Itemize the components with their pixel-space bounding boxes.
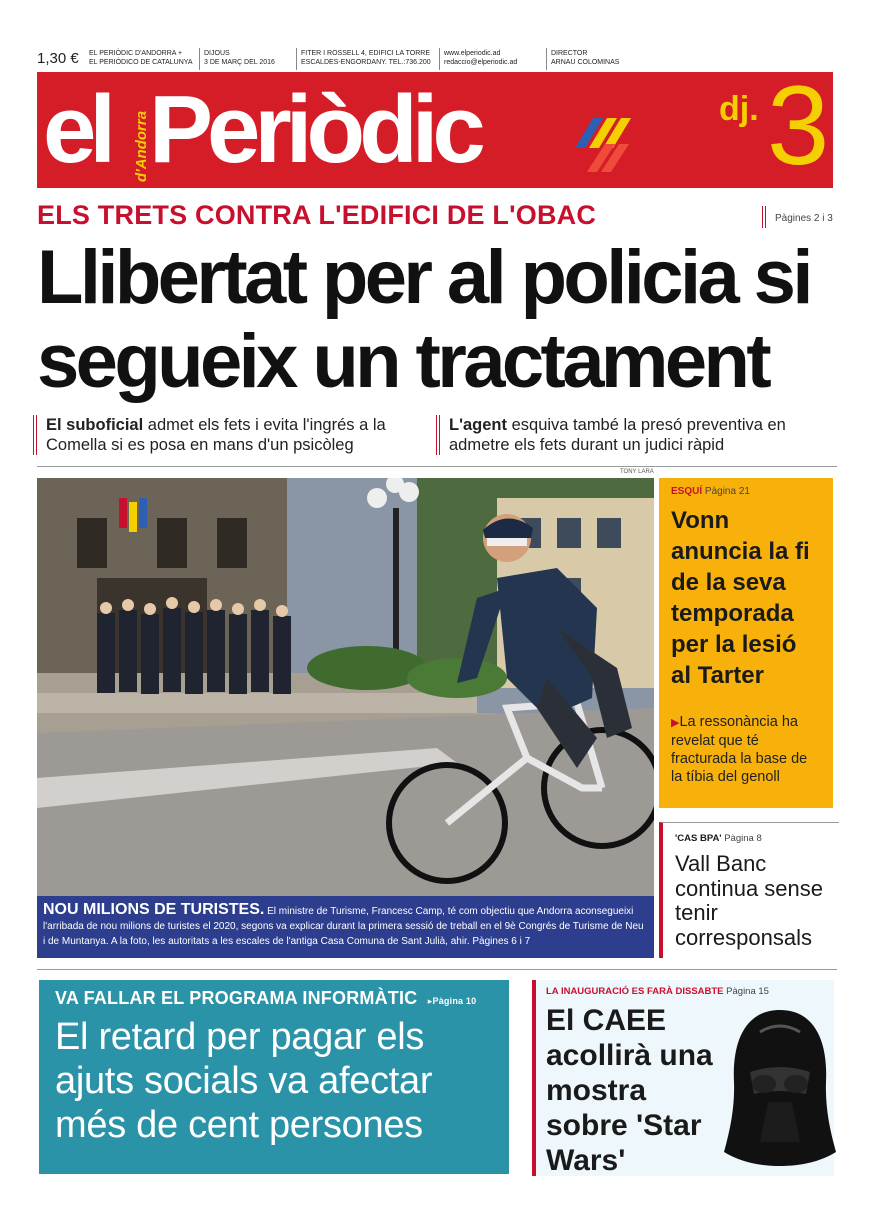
lead-pages-ref[interactable]: Pàgines 2 i 3 <box>762 206 833 228</box>
email-link[interactable]: redaccio@elperiodic.ad <box>444 58 518 66</box>
social-kicker-text: VA FALLAR EL PROGRAMA INFORMÀTIC <box>55 988 418 1008</box>
edition-line-1: EL PERIÒDIC D'ANDORRA + <box>89 50 183 57</box>
cyclist-photo-illustration <box>37 478 654 896</box>
caption-title: NOU MILIONS DE TURISTES. <box>43 901 265 918</box>
main-photo[interactable] <box>37 478 654 896</box>
social-story[interactable] <box>39 980 509 1174</box>
divider <box>37 466 837 467</box>
director-name: ARNAU COLOMINAS <box>551 58 620 66</box>
caee-kicker <box>546 986 824 997</box>
social-kicker <box>55 988 493 1009</box>
date-full: 3 DE MARÇ DEL 2016 <box>204 58 275 66</box>
lead-kicker: ELS TRETS CONTRA L'EDIFICI DE L'OBAC <box>37 200 597 230</box>
arrow-right-icon: ▸ <box>427 996 433 1006</box>
caee-story[interactable] <box>532 980 834 1176</box>
logo-main: Periòdic <box>149 76 480 183</box>
vall-tag <box>675 833 827 844</box>
vonn-desc <box>671 713 821 786</box>
vonn-tag <box>671 486 821 497</box>
caption-text: El ministre de Turisme, Francesc Camp, té com objectiu que Andorra aconsegueixi l'arribada de nou milions de turistes el 2020, segons va explicar durant la primera sessió de treball en el 9è Congrés de Turisme de Neu i de Muntanya. A la foto, les autoritats a les escales de l'antiga Casa Comuna de Sant Julià, ahir. Pàgines 6 i 7 <box>43 906 644 947</box>
vall-section: 'CAS BPA' <box>675 833 722 844</box>
edition-info <box>87 48 199 70</box>
arrow-right-icon: ▶ <box>671 717 680 729</box>
logo-sub-text: d'Andorra <box>133 110 150 182</box>
caee-kicker-text: LA INAUGURACIÓ ES FARÀ DISSABTE <box>546 986 724 997</box>
vonn-page: Pàgina 21 <box>704 486 750 497</box>
date-weekday: DIJOUS <box>204 50 230 57</box>
vall-story[interactable] <box>659 822 839 958</box>
address-info <box>296 48 439 70</box>
vonn-section: ESQUÍ <box>671 486 703 497</box>
photo-caption <box>37 896 654 958</box>
vonn-title: Vonn anuncia la fi de la seva temporada per la lesió al Tarter <box>671 507 810 689</box>
lead-subhead-2-text: esquiva també la presó preventiva en admetre els fets durant un judici ràpid <box>449 416 786 454</box>
date-info <box>199 48 296 70</box>
lead-subhead-1 <box>33 415 423 455</box>
contact-info <box>439 48 546 70</box>
vall-title: Vall Banc continua sense tenir corresponsals <box>675 851 823 950</box>
day-number: 3 <box>767 72 830 188</box>
vonn-story[interactable] <box>659 478 833 808</box>
vonn-desc-text: La ressonància ha revelat que té fracturada la base de la tíbia del genoll <box>671 714 808 785</box>
address-line-2: ESCALDES-ENGORDANY. TEL.:736.200 <box>301 58 431 66</box>
address-line-1: FITER I ROSSELL 4, EDIFICI LA TORRE <box>301 50 431 57</box>
social-title: El retard per pagar els ajuts socials va afectar més de cent persones <box>55 1016 433 1146</box>
lead-subhead-2-bold: L'agent <box>449 416 508 434</box>
director-info <box>546 48 666 70</box>
logo-el: el <box>43 76 110 183</box>
social-page: Pàgina 10 <box>432 996 477 1006</box>
info-bar <box>37 48 833 70</box>
lead-subhead-1-text: admet els fets i evita l'ingrés a la Comella si es posa en mans d'un psicòleg <box>46 416 386 454</box>
price: 1,30 € <box>37 50 79 67</box>
caee-title: El CAEE acollirà una mostra sobre 'Star Wars' <box>546 1004 713 1177</box>
photo-credit: TONY LARA <box>620 469 654 475</box>
director-label: DIRECTOR <box>551 50 588 57</box>
lead-headline[interactable]: Llibertat per al policia si segueix un tractament <box>37 235 810 404</box>
helmet-icon <box>720 1002 840 1172</box>
website-link[interactable]: www.elperiodic.ad <box>444 50 501 57</box>
divider-2 <box>37 969 837 970</box>
flag-stripes-icon <box>571 114 641 174</box>
lead-subhead-2 <box>436 415 836 455</box>
masthead <box>37 72 833 188</box>
caee-page: Pàgina 15 <box>726 986 769 997</box>
weekday: dj. <box>719 90 759 128</box>
vall-page: Pàgina 8 <box>724 833 762 844</box>
lead-subhead-1-bold: El suboficial <box>46 416 144 434</box>
edition-line-2: EL PERIÓDICO DE CATALUNYA <box>89 58 193 66</box>
